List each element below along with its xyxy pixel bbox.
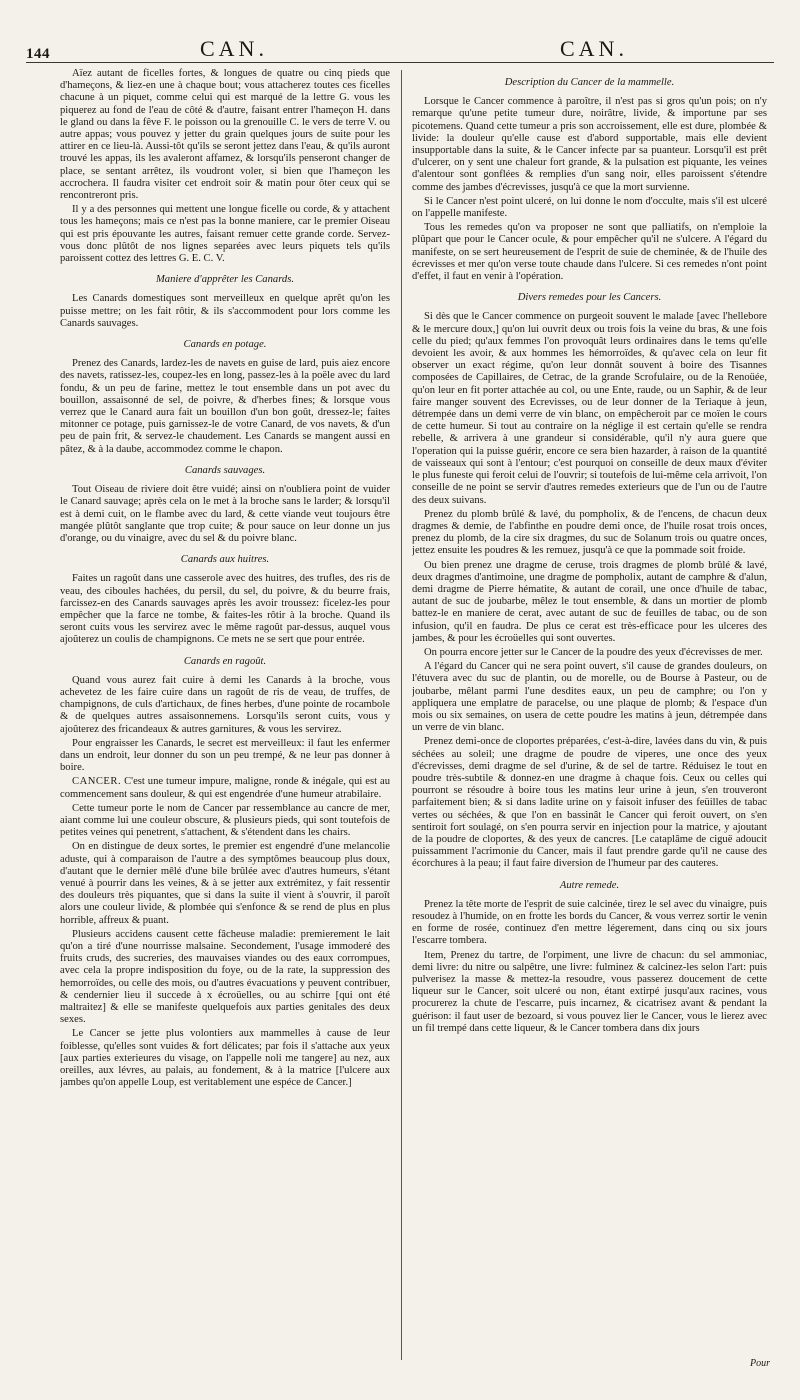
section-title: Autre remede. xyxy=(559,879,620,891)
section-title: Divers remedes pour les Cancers. xyxy=(517,292,662,304)
paragraph: Tous les remedes qu'on va proposer ne sont que palliatifs, on n'emploie la plûpart que pour le Cancer ocule, & pour empêcher qu'il ne s'ulcere. A l'égard du manifeste, on se sert heureusement de l'esprit de suie de cheminée, & de l'huile des écrevisses et mer qu'on verse toute chaude dans l'ulcere. Si ces remedes n'ont point d'effet, il faut en venir à l'opération. xyxy=(412,222,767,283)
paragraph: Il y a des personnes qui mettent une longue ficelle ou corde, & y attachent tous les hameçons; mais ce n'est pas la bonne maniere, car le premier Oiseau qui est pris épouvante les autres, faisant remuer cette grande corde. Servez-vous donc plûtôt de nos lignes separées avec leurs piquets tels qu'ils paroissent cottez des lettres G. E. C. V. xyxy=(60,204,390,265)
paragraph: Tout Oiseau de riviere doit être vuidé; ainsi on n'oubliera point de vuider le Canard sauvage; après cela on le met à la broche sans le larder; & lorsqu'il est à demi cuit, on le flambe avec du lard, & cette viande veut toujours être mangée plûtôt sanglante que trop cuite; & pour sauce on leur donne un jus d'orange, ou du vinaigre, avec du sel & du poivre blanc. xyxy=(60,484,390,544)
paragraph: Prenez des Canards, lardez-les de navets en guise de lard, puis aiez encore des navets, ratissez-les, coupez-les en long, passez-les à la poële avec du lard fondu, & un peu de farine, mettez le tout ensemble dans un pot avec du bouillon, assaisonné de sel, de poivre, & d'herbes fines; & lorsque vous verrez que le Canard aura fait un bouillon d'un bon goût, dressez-le; faites mitonner ce potage, puis garnissez-le de votre Canard, de vos navets, & d'un peu de pain frit, & servez-le chaudement. Les Canards se mangent aussi en pâtez, & à la daube, accommodez comme le chapon. xyxy=(60,358,390,455)
entry-headword: CANCER. xyxy=(72,776,122,788)
running-head-right: CAN. xyxy=(560,36,628,61)
paragraph: Lorsque le Cancer commence à paroître, il n'est pas si gros qu'un pois; on n'y remarque qu'une petite tumeur dure, noirâtre, livide, & importune par ses picotemens. Quand cette tumeur a pris son accroissement, elle est dure, plombée & livide: la douleur qu'elle cause est d'abord supportable, mais elle devient insupportable dans la suite, & le Cancer infecte par sa puanteur. Lorsqu'il est prêt d'ulcerer, on y sent une chaleur fort grande, & la pulsation est piquante, les veines d'alentour sont gonflées & remplies d'un sang noir, elles paroissent s'étendre comme des jambes d'écrevisses, jusqu'à ce que la mort survienne. xyxy=(412,96,767,193)
section-title: Maniere d'apprêter les Canards. xyxy=(155,274,294,286)
paragraph: Item, Prenez du tartre, de l'orpiment, une livre de chacun: du sel ammoniac, demi livre: du nitre ou salpêtre, une livre: fulminez & calcinez-les selon l'art: puis pulverisez la masse & mettez-la resoudre, vous passerez doucement de cette liqueur sur le Cancer, soit ulceré ou non, étant extirpé jusqu'aux racines, vous procurerez la chute de l'escarre, puis incarnez, & cicatrisez avant & pendant la guérison: il faut user de bezoard, si vous pouvez lier le Cancer, vous le lierez avec un fil trempé dans cette liqueur, & le Cancer tombera dans dix jours xyxy=(412,949,767,1034)
paragraph: Cette tumeur porte le nom de Cancer par ressemblance au cancre de mer, aiant comme lui une couleur obscure, & plusieurs pieds, qui sont toutefois de petites veines qui penetrent, s'attachent, & s'étendent dans les chairs. xyxy=(60,802,390,839)
column-divider xyxy=(401,70,402,1360)
section-title: Canards en potage. xyxy=(183,339,267,351)
paragraph: Faites un ragoût dans une casserole avec des huitres, des trufles, des ris de veau, des ciboules hachées, du persil, du sel, du poivre, & du beurre frais, farcissez-en des Canards sauvages après les avoir troussez: ficelez-les pour empêcher que la farce ne tombe, & faites-les rôtir à la broche. Quand ils seront cuits vous les servirez avec le même ragoût par-dessus, auquel vous ajoûterez un coulis de champignons. Ce mets ne se sert que pour entrée. xyxy=(60,573,390,646)
catchword: Pour xyxy=(750,1358,770,1369)
section-title: Canards sauvages. xyxy=(184,464,266,476)
paragraph: Plusieurs accidens causent cette fâcheuse maladie: premierement le lait qu'on a tiré d'une nourrisse malsaine. Secondement, l'usage immoderé des fruits cruds, des sucreries, des mauvaises viandes ou des eaux corrompues, avec cela la propre indisposition du foye, ou de la rate, la suppression des hemorroïdes, ou celle des mois, ou d'autres évacuations y peuvent contribuer, & cendernier lieu il succede à x écroüelles, ou au schirre [qui ont été maltraitez] & elle se manifeste quelquefois aux parties genitales des deux sexes. xyxy=(60,928,390,1026)
paragraph: Le Cancer se jette plus volontiers aux mammelles à cause de leur foiblesse, qu'elles sont vuides & fort délicates; par fois il s'attache aux yeux [aux parties exterieures du visage, on l'appelle noli me tangere] au nez, aux oreilles, aux lévres, au palais, au fondement, & à la matrice [l'ulcere aux jambes qu'on appelle Loup, est veritablement une espéce de Cancer.] xyxy=(60,1028,390,1089)
right-column xyxy=(412,68,767,1368)
entry-paragraph xyxy=(60,776,390,800)
paragraph: Pour engraisser les Canards, le secret est merveilleux: il faut les enfermer dans un endroit, leur donner du son un peu trempé, & ne leur pas donner à boire. xyxy=(60,737,390,774)
section-title: Description du Cancer de la mammelle. xyxy=(504,77,675,88)
paragraph: Prenez du plomb brûlé & lavé, du pompholix, & de l'encens, de chacun deux dragmes & demie, de l'abfinthe en poudre demi once, de l'huile rosat trois onces, prenez du plomb, de la cire six dragmes, du suc de Solanum trois ou quatre onces, jettez ensuite les poudres & les remuez, jusqu'à ce que la pommade soit froide. xyxy=(412,508,767,557)
section-title: Canards en ragoût. xyxy=(183,655,267,667)
paragraph: Prenez demi-once de cloportes préparées, c'est-à-dire, lavées dans du vin, & puis séchées au soleil; une dragme de poudre de viperes, une once des yeux d'écrevisses, demi dragme de sel d'urine, & de sel de tartre. Réduisez le tout en poudre très-subtile & donnez-en une dragme à chaque fois. Ceux ou celles qui pourront se résoudre à boire tous les matins leur urine à jeun, s'en trouveront parfaitement bien; & si dans ladite urine on y faisoit infuser des feüilles de tabac vertes ou séchées, & que l'on en bassinât le Cancer qui feroit ouvert, on s'en sentiroit fort soulagé, on s'en pourra servir en injection pour la matrice, y ajoutant de la poudre de cloportes, & des yeux de cancres. [Le cataplâme de ciguë adoucit puissamment l'acrimonie du Cancer, mais il faut prendre garde qu'il ne cause des écorchures à la peau; il faut faire diversion de l'humeur par des cauteres. xyxy=(412,736,767,870)
paragraph: Aïez autant de ficelles fortes, & longues de quatre ou cinq pieds que d'hameçons, & liez-en une à chaque bout; vous attacherez toutes ces ficelles chacune à un piquet, comme celui qui est marqué de la lettre G. vous les piquerez au fond de l'eau de côté & d'autre, faisant entrer l'hameçon H. dans le gland ou dans la fêve F. le poisson ou la grenouille C. le vers de terre V. ou autre appas; vous pouvez y jetter du grain quelques jours de suite pour les attirer en ce lieu-là. Aussi-tôt qu'ils se seront jettez dans l'eau, & qu'ils auront trouvé les appas, ils les avaleront affamez, & lorsqu'ils penseront changer de place, se sentant arrêtez, ils voudront voler, si bien que l'hameçon les accrochera. Il faudra visiter cet endroit soir & matin pour ôter ceux qui se rencontreront pris. xyxy=(60,68,390,202)
paragraph: A l'égard du Cancer qui ne sera point ouvert, s'il cause de grandes douleurs, on l'étuvera avec du suc de plantin, ou de morelle, ou de Bourse à Pasteur, ou de joubarbe, mêlant parmi l'une desdites eaux, un peu de camphre; ou l'on y appliquera une emplatre de paracelse, ou une plaque de plomb; & l'espace d'un mois ou six semaines, on usera de cette poudre les matins à jeun, détrempée dans un verre de vin blanc. xyxy=(412,661,767,734)
entry-text: C'est une tumeur impure, maligne, ronde & inégale, qui est au commencement sans douleur, & qui est engendrée d'une humeur atrabilaire. xyxy=(60,776,390,800)
left-column xyxy=(60,68,390,1368)
paragraph: On en distingue de deux sortes, le premier est engendré d'une melancolie aduste, qui à comparaison de l'autre a des symptômes beaucoup plus doux, d'autant que le dernier mêlé d'une bile brûlée avec d'autres humeurs, s'étant venué à pourrir dans les veines, & à se jetter aux extrémitez, y fait ressentir des douleurs très piquantes, que si dans la suite il vient à s'ouvrir, il paroît alors une couleur livide, & plombée qui s'enfonce & se rend de plus en plus horrible, affreux & puant. xyxy=(60,841,390,926)
header-rule xyxy=(26,62,774,63)
page-number: 144 xyxy=(26,46,50,62)
paragraph: Quand vous aurez fait cuire à demi les Canards à la broche, vous achevetez de les faire cuire dans un ragoût de ris de veau, de truffes, de champignons, de culs d'artichaux, de fines herbes, d'une pointe de rocambole & de quelques autres assaisonnemens. Lorsqu'ils seront cuits, vous y ajoûterez des fricandeaux & autres garnitures, & vous les servirez. xyxy=(60,674,390,735)
section-title: Canards aux huitres. xyxy=(180,554,270,566)
paragraph: Prenez la tête morte de l'esprit de suie calcinée, tirez le sel avec du vinaigre, puis resoudez à l'humide, on en frotte les bords du Cancer, & vous verrez sortir le venin en forme de rosée, continuez d'en mettre légerement, dans cinq ou six jours l'escarre tombera. xyxy=(412,898,767,947)
running-head-left: CAN. xyxy=(200,36,268,61)
paragraph: Si dès que le Cancer commence on purgeoit souvent le malade [avec l'hellebore & le mercure doux,] qu'on lui ouvrit deux ou trois fois la veine du bras, & une fois celle du pied; qu'aux femmes l'on provoquât leurs ordinaires dans le tems qu'elle devoient les avoir, & aux hommes les hémorroïdes, & qu'avec cela on leur fit observer un exact régime, qu'on leur donnât souvent à boire des Tisannes composées de Capillaires, de Cetrac, de la grande Scrofulaire, ou de la Renoüée, qu'on leur en fit porter attachée au col, ou une Ente, raude, ou un Saphir, & de leur faire manger souvent des Ecrevisses, ou de leur donner de la Teriaque à jeun, détrempée dans un demi verre de vin blanc, on empêcheroit par ce moïen le cours de cette humeur. Si tout au contraire on la néglige il est certain qu'elle se rendra rebelle, & arrivera à une grandeur si considérable, qu'il n'y aura guere que l'operation qui la puisse guérir, encore ce sera bien hazarder, à raison de la quantité de vaisseaux qui sont à l'entour; c'est pourquoi on conseille de deux maux d'éviter le plus funeste qui feroit celui de l'ouvrir; si toutefois de lui-même cela arrivoit, l'on conseille de ne point se servir d'autres remedes exterieurs que de l'un ou de l'autre des deux suivans. xyxy=(412,311,767,506)
paragraph: On pourra encore jetter sur le Cancer de la poudre des yeux d'écrevisses de mer. xyxy=(424,646,763,658)
paragraph: Ou bien prenez une dragme de ceruse, trois dragmes de plomb brûlé & lavé, deux dragmes d'antimoine, une dragme de pompholix, autant de camphre & d'alun, demi dragme de Pierre hématite, & autant de corail, une once d'huile de tabac, autant de suc de joubarbe, mêlez le tout ensemble, & dans un mortier de plomb battez-le en maniere de cerat, avec autant de suc de feuilles de tabac, ou de son infusion, qu'il en faudra. De plus ce cerat est très-efficace pour les ulceres des jambes, & pour les écroüelles qui sont ouvertes. xyxy=(412,559,767,644)
paragraph: Les Canards domestiques sont merveilleux en quelque aprêt qu'on les puisse mettre; on les fait rôtir, & ils s'accommodent pour lors comme les Canards sauvages. xyxy=(60,293,390,329)
paragraph: Si le Cancer n'est point ulceré, on lui donne le nom d'occulte, mais s'il est ulceré on l'appelle manifeste. xyxy=(412,195,767,220)
